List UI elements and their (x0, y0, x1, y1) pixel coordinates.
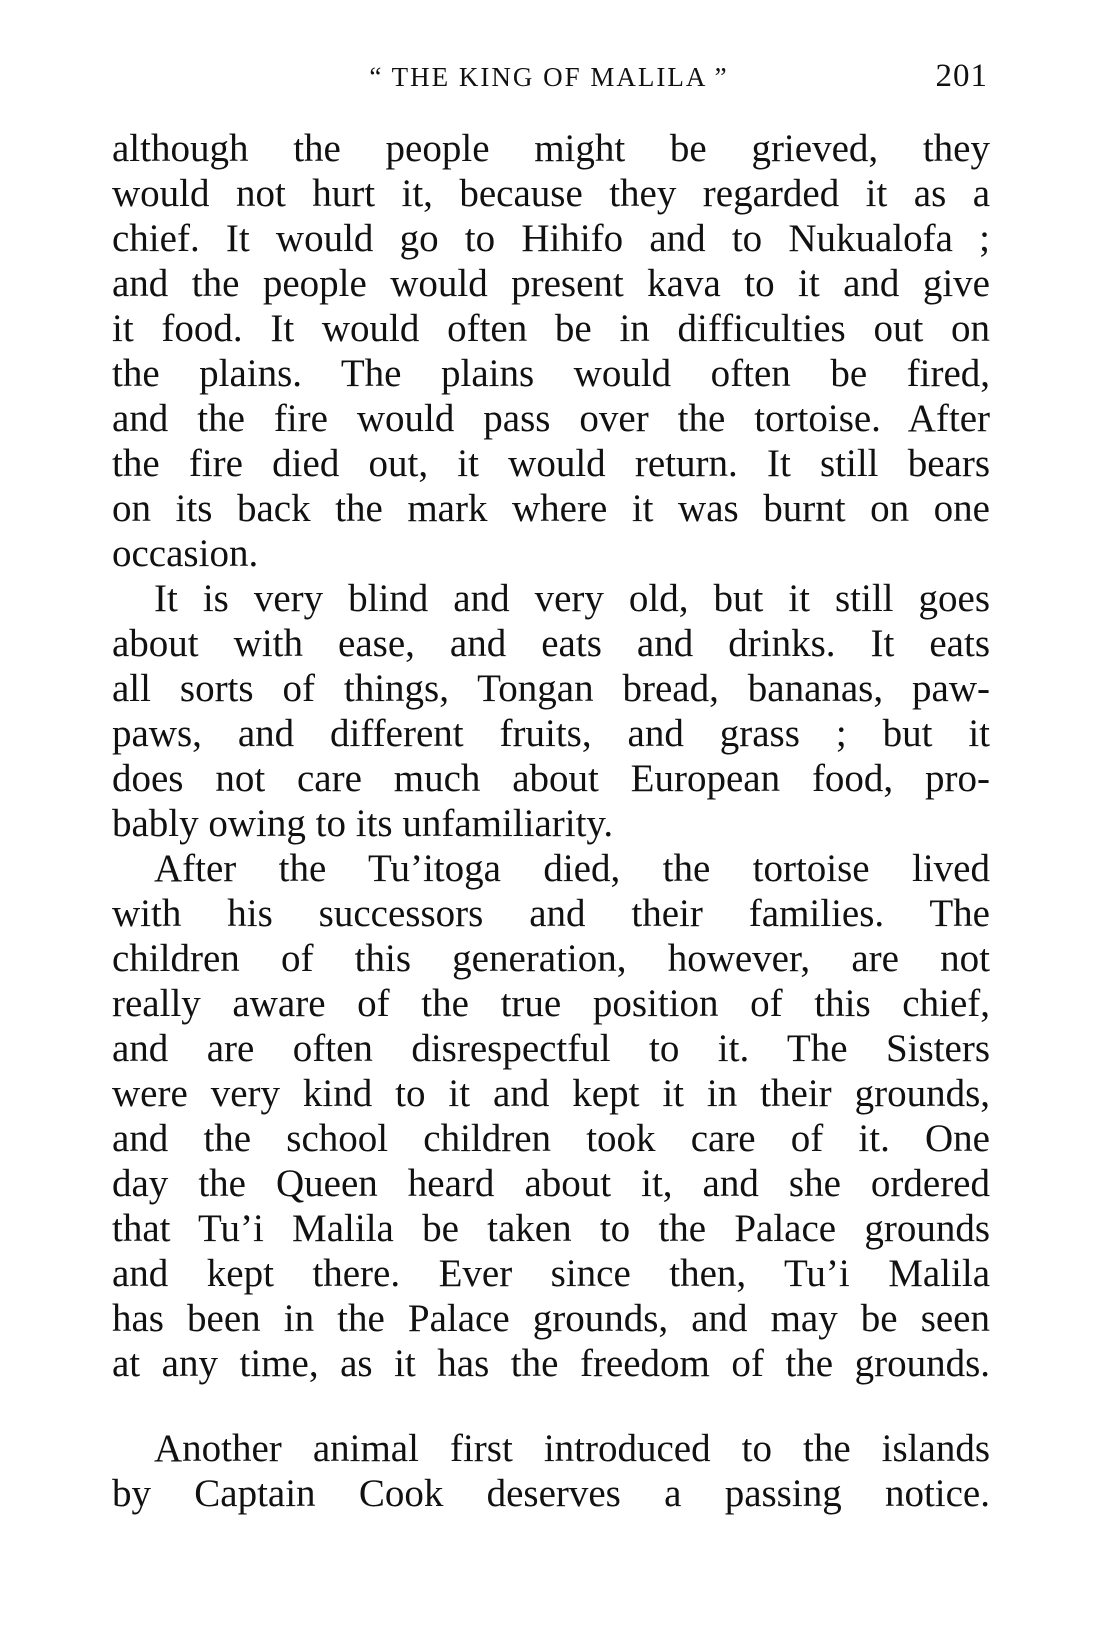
paragraph-1 (112, 126, 990, 576)
text-line: really aware of the true position of this chief, (112, 982, 990, 1025)
page-number: 201 (935, 58, 988, 94)
text-line: and the people would present kava to it and give (112, 262, 990, 305)
text-line: the fire died out, it would return. It still bears (112, 442, 990, 485)
running-title: “ THE KING OF MALILA ” (369, 62, 729, 92)
paragraph-3 (112, 846, 990, 1386)
text-line: and kept there. Ever since then, Tu’i Malila (112, 1252, 990, 1295)
text-line: Another animal first introduced to the islands (154, 1427, 990, 1470)
body-text (112, 126, 990, 1516)
text-line: occasion. (112, 532, 259, 575)
text-line: and the school children took care of it. One (112, 1117, 990, 1160)
text-line: on its back the mark where it was burnt on one (112, 487, 990, 530)
running-head (110, 58, 988, 98)
text-line: would not hurt it, because they regarded it as a (112, 172, 990, 215)
text-line: has been in the Palace grounds, and may be seen (112, 1297, 990, 1340)
text-line: It is very blind and very old, but it still goes (154, 577, 990, 620)
text-line: and are often disrespectful to it. The Sisters (112, 1027, 990, 1070)
text-line: were very kind to it and kept it in their grounds, (112, 1072, 990, 1115)
text-line: with his successors and their families. The (112, 892, 990, 935)
text-line: chief. It would go to Hihifo and to Nukualofa ; (112, 217, 990, 260)
text-line: all sorts of things, Tongan bread, bananas, paw- (112, 667, 990, 710)
paragraph-spacer (112, 1386, 990, 1426)
text-line: paws, and different fruits, and grass ; but it (112, 712, 990, 755)
text-line: it food. It would often be in difficulties out on (112, 307, 990, 350)
text-line: children of this generation, however, are not (112, 937, 990, 980)
text-line: the plains. The plains would often be fired, (112, 352, 990, 395)
paragraph-4 (112, 1426, 990, 1516)
text-line: and the fire would pass over the tortoise. After (112, 397, 990, 440)
text-line: bably owing to its unfamiliarity. (112, 802, 614, 845)
paragraph-2 (112, 576, 990, 846)
text-line: that Tu’i Malila be taken to the Palace grounds (112, 1207, 990, 1250)
text-line: day the Queen heard about it, and she ordered (112, 1162, 990, 1205)
text-line: although the people might be grieved, they (112, 127, 990, 170)
text-line: about with ease, and eats and drinks. It eats (112, 622, 990, 665)
text-line: at any time, as it has the freedom of the grounds. (112, 1342, 990, 1385)
text-line: does not care much about European food, pro- (112, 757, 990, 800)
text-line: After the Tu’itoga died, the tortoise lived (154, 847, 990, 890)
text-line: by Captain Cook deserves a passing notice. (112, 1472, 990, 1515)
